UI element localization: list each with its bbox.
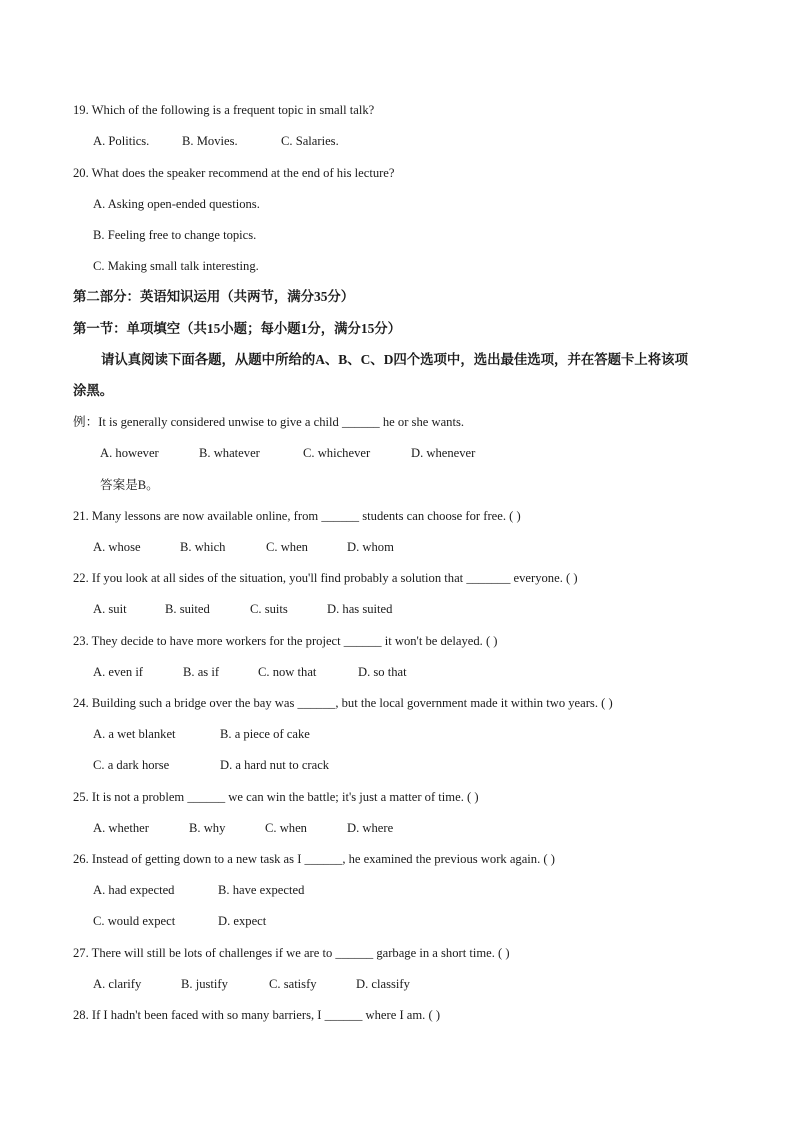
question-24-stem: 24. Building such a bridge over the bay was ______, but the local government made it within two years. ( ) — [73, 696, 613, 710]
q25-option-c: C. when — [265, 821, 307, 835]
question-26-stem: 26. Instead of getting down to a new task as I ______, he examined the previous work again. ( ) — [73, 852, 555, 866]
example-option-a: A. however — [100, 446, 159, 460]
q20-option-b: B. Feeling free to change topics. — [93, 228, 257, 242]
q19-option-c: C. Salaries. — [281, 134, 339, 148]
q24-option-c: C. a dark horse — [93, 758, 170, 772]
q25-option-b: B. why — [189, 821, 226, 835]
q21-option-b: B. which — [180, 540, 226, 554]
example-answer: 答案是B。 — [100, 478, 159, 492]
q27-option-c: C. satisfy — [269, 977, 317, 991]
example-option-d: D. whenever — [411, 446, 476, 460]
q23-option-a: A. even if — [93, 665, 144, 679]
question-23-stem: 23. They decide to have more workers for the project ______ it won't be delayed. ( ) — [73, 634, 498, 648]
q20-option-c: C. Making small talk interesting. — [93, 259, 259, 273]
q21-option-c: C. when — [266, 540, 308, 554]
q22-option-d: D. has suited — [327, 602, 393, 616]
instruction-line-1: 请认真阅读下面各题，从题中所给的A、B、C、D四个选项中，选出最佳选项，并在答题卡上将该项 — [101, 352, 688, 367]
question-19-stem: 19. Which of the following is a frequent topic in small talk? — [73, 103, 375, 117]
q26-option-a: A. had expected — [93, 883, 175, 897]
q26-option-c: C. would expect — [93, 914, 176, 928]
q19-option-b: B. Movies. — [182, 134, 238, 148]
question-27-stem: 27. There will still be lots of challenges if we are to ______ garbage in a short time. ( ) — [73, 946, 510, 960]
q19-option-a: A. Politics. — [93, 134, 150, 148]
q24-option-a: A. a wet blanket — [93, 727, 176, 741]
part-2-heading: 第二部分：英语知识运用（共两节，满分35分） — [73, 289, 355, 304]
q20-option-a: A. Asking open-ended questions. — [93, 197, 260, 211]
example-stem: 例：It is generally considered unwise to give a child ______ he or she wants. — [73, 415, 465, 429]
q24-option-d: D. a hard nut to crack — [220, 758, 330, 772]
q22-option-c: C. suits — [250, 602, 288, 616]
instruction-line-2: 涂黑。 — [73, 383, 114, 398]
question-28-stem: 28. If I hadn't been faced with so many barriers, I ______ where I am. ( ) — [73, 1008, 441, 1022]
q26-option-b: B. have expected — [218, 883, 305, 897]
q27-option-b: B. justify — [181, 977, 228, 991]
q25-option-d: D. where — [347, 821, 394, 835]
question-21-stem: 21. Many lessons are now available online, from ______ students can choose for free. ( ) — [73, 509, 521, 523]
question-25-stem: 25. It is not a problem ______ we can win the battle; it's just a matter of time. ( ) — [73, 790, 479, 804]
q26-option-d: D. expect — [218, 914, 267, 928]
q25-option-a: A. whether — [93, 821, 149, 835]
question-22-stem: 22. If you look at all sides of the situation, you'll find probably a solution that _______ everyone. ( ) — [73, 571, 578, 585]
q23-option-c: C. now that — [258, 665, 317, 679]
q24-option-b: B. a piece of cake — [220, 727, 310, 741]
q27-option-a: A. clarify — [93, 977, 142, 991]
q27-option-d: D. classify — [356, 977, 410, 991]
example-option-b: B. whatever — [199, 446, 260, 460]
q22-option-b: B. suited — [165, 602, 210, 616]
q23-option-d: D. so that — [358, 665, 407, 679]
q22-option-a: A. suit — [93, 602, 127, 616]
question-20-stem: 20. What does the speaker recommend at the end of his lecture? — [73, 166, 395, 180]
example-option-c: C. whichever — [303, 446, 371, 460]
q21-option-a: A. whose — [93, 540, 141, 554]
q23-option-b: B. as if — [183, 665, 220, 679]
q21-option-d: D. whom — [347, 540, 394, 554]
section-1-heading: 第一节：单项填空（共15小题；每小题1分，满分15分） — [73, 321, 402, 336]
